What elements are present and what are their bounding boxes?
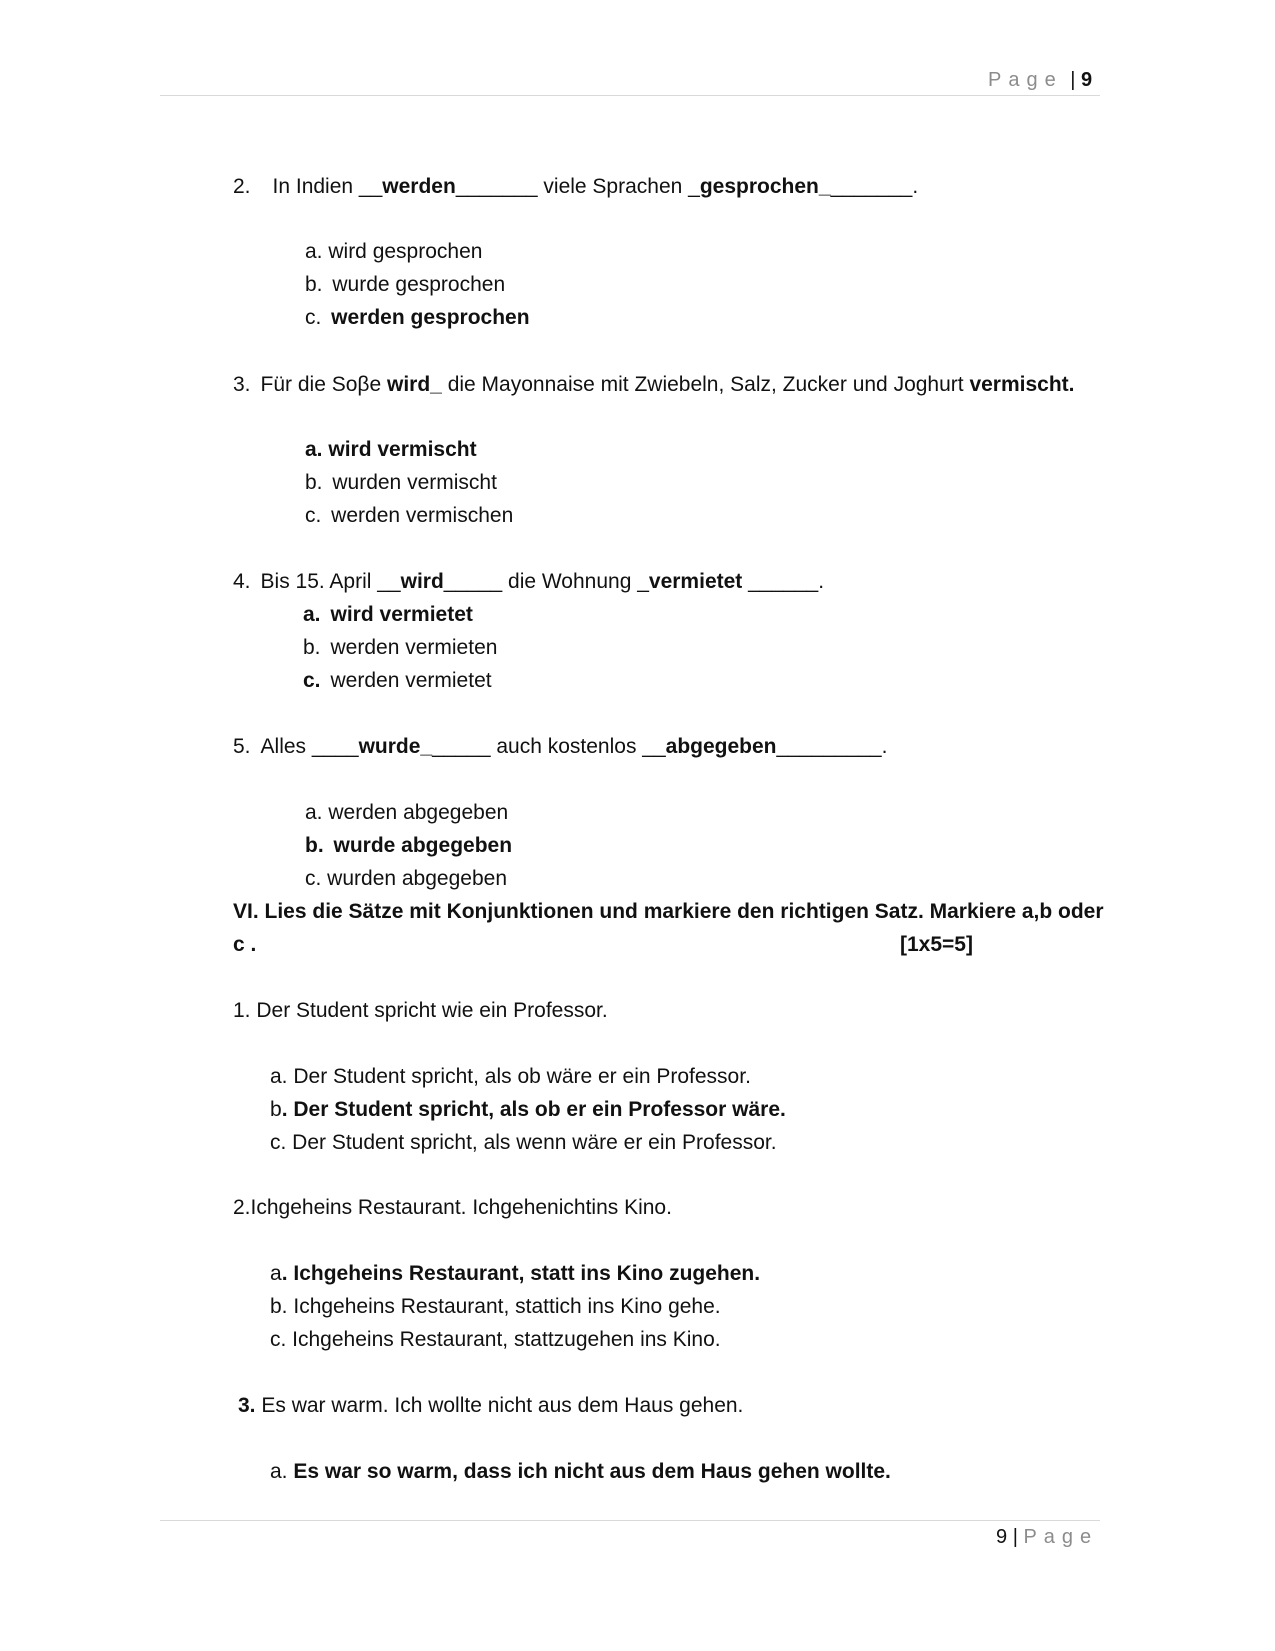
answer-fill: wurde_ <box>358 735 433 758</box>
sentence-1-prompt: 1. Der Student spricht wie ein Professor. <box>233 999 608 1022</box>
option-c: c. Der Student spricht, als wenn wäre er ein Professor. <box>270 1131 777 1154</box>
question-text: In Indien __ <box>272 175 383 198</box>
question-text: Alles ____ <box>260 735 359 758</box>
footer-separator: | <box>1012 1526 1018 1548</box>
option-a: a. werden abgegeben <box>305 801 509 824</box>
sentence-3-prompt: 3. Es war warm. Ich wollte nicht aus dem Haus gehen. <box>238 1394 744 1417</box>
answer-fill: vermischt. <box>969 373 1075 396</box>
section-title: VI. Lies die Sätze mit Konjunktionen und markiere den richtigen Satz. Markiere a,b oder <box>233 900 1104 923</box>
option-c: c. werden vermietet <box>303 669 492 692</box>
header-page-word: Page <box>988 69 1063 91</box>
question-text: ______. <box>742 570 825 593</box>
question-number: 3. <box>233 373 251 396</box>
question-number: 2. <box>233 175 251 198</box>
answer-fill: gesprochen_ <box>699 175 831 198</box>
option-c: c. Ichgeheins Restaurant, stattzugehen ins Kino. <box>270 1328 721 1351</box>
option-c: c. werden vermischen <box>305 504 514 527</box>
option-b: b. Ichgeheins Restaurant, stattich ins Kino gehe. <box>270 1295 721 1318</box>
footer-rule <box>160 1520 1100 1521</box>
option-a: a. Es war so warm, dass ich nicht aus dem Haus gehen wollte. <box>270 1460 891 1483</box>
option-a: a. wird vermischt <box>305 438 477 461</box>
answer-fill: wird_ <box>387 373 442 396</box>
question-text: _________. <box>776 735 888 758</box>
question-text: _____ die Wohnung _ <box>443 570 649 593</box>
page-footer <box>996 1525 1098 1549</box>
footer-page-number: 9 <box>996 1526 1008 1548</box>
question-2 <box>233 174 918 200</box>
page-header <box>988 68 1092 92</box>
option-b: b. wurde gesprochen <box>305 273 506 296</box>
option-a: a. Der Student spricht, als ob wäre er ein Professor. <box>270 1065 751 1088</box>
option-c: c. werden gesprochen <box>305 306 530 329</box>
question-number: 5. <box>233 735 251 758</box>
question-text: Für die Soβe <box>260 373 387 396</box>
option-b: b. wurde abgegeben <box>305 834 513 857</box>
option-b: b. wurden vermischt <box>305 471 497 494</box>
question-number: 4. <box>233 570 251 593</box>
question-text: _____ auch kostenlos __ <box>432 735 666 758</box>
question-5 <box>233 734 887 760</box>
option-c: c. wurden abgegeben <box>305 867 507 890</box>
sentence-2-prompt: 2.Ichgeheins Restaurant. Ichgehenichtins Kino. <box>233 1196 672 1219</box>
header-separator: | <box>1070 69 1076 91</box>
header-rule <box>160 95 1100 96</box>
option-a: a. wird gesprochen <box>305 240 483 263</box>
question-4 <box>233 569 824 595</box>
section-points: [1x5=5] <box>900 933 973 956</box>
option-a: a. Ichgeheins Restaurant, statt ins Kino zugehen. <box>270 1262 761 1285</box>
section-title-line2: c . <box>233 933 257 956</box>
question-text: die Mayonnaise mit Zwiebeln, Salz, Zucker und Joghurt <box>441 373 970 396</box>
answer-fill: abgegeben <box>665 735 777 758</box>
answer-fill: wird <box>400 570 444 593</box>
footer-page-word: Page <box>1023 1526 1099 1548</box>
answer-fill: vermietet <box>648 570 743 593</box>
option-b: b. Der Student spricht, als ob er ein Professor wäre. <box>270 1098 786 1121</box>
question-text: _______. <box>830 175 919 198</box>
question-3 <box>233 372 1075 398</box>
question-text: Bis 15. April __ <box>260 570 401 593</box>
option-a: a. wird vermietet <box>303 603 473 626</box>
header-page-number: 9 <box>1081 69 1093 91</box>
answer-fill: werden <box>382 175 456 198</box>
option-b: b. werden vermieten <box>303 636 498 659</box>
question-text: _______ viele Sprachen _ <box>455 175 700 198</box>
